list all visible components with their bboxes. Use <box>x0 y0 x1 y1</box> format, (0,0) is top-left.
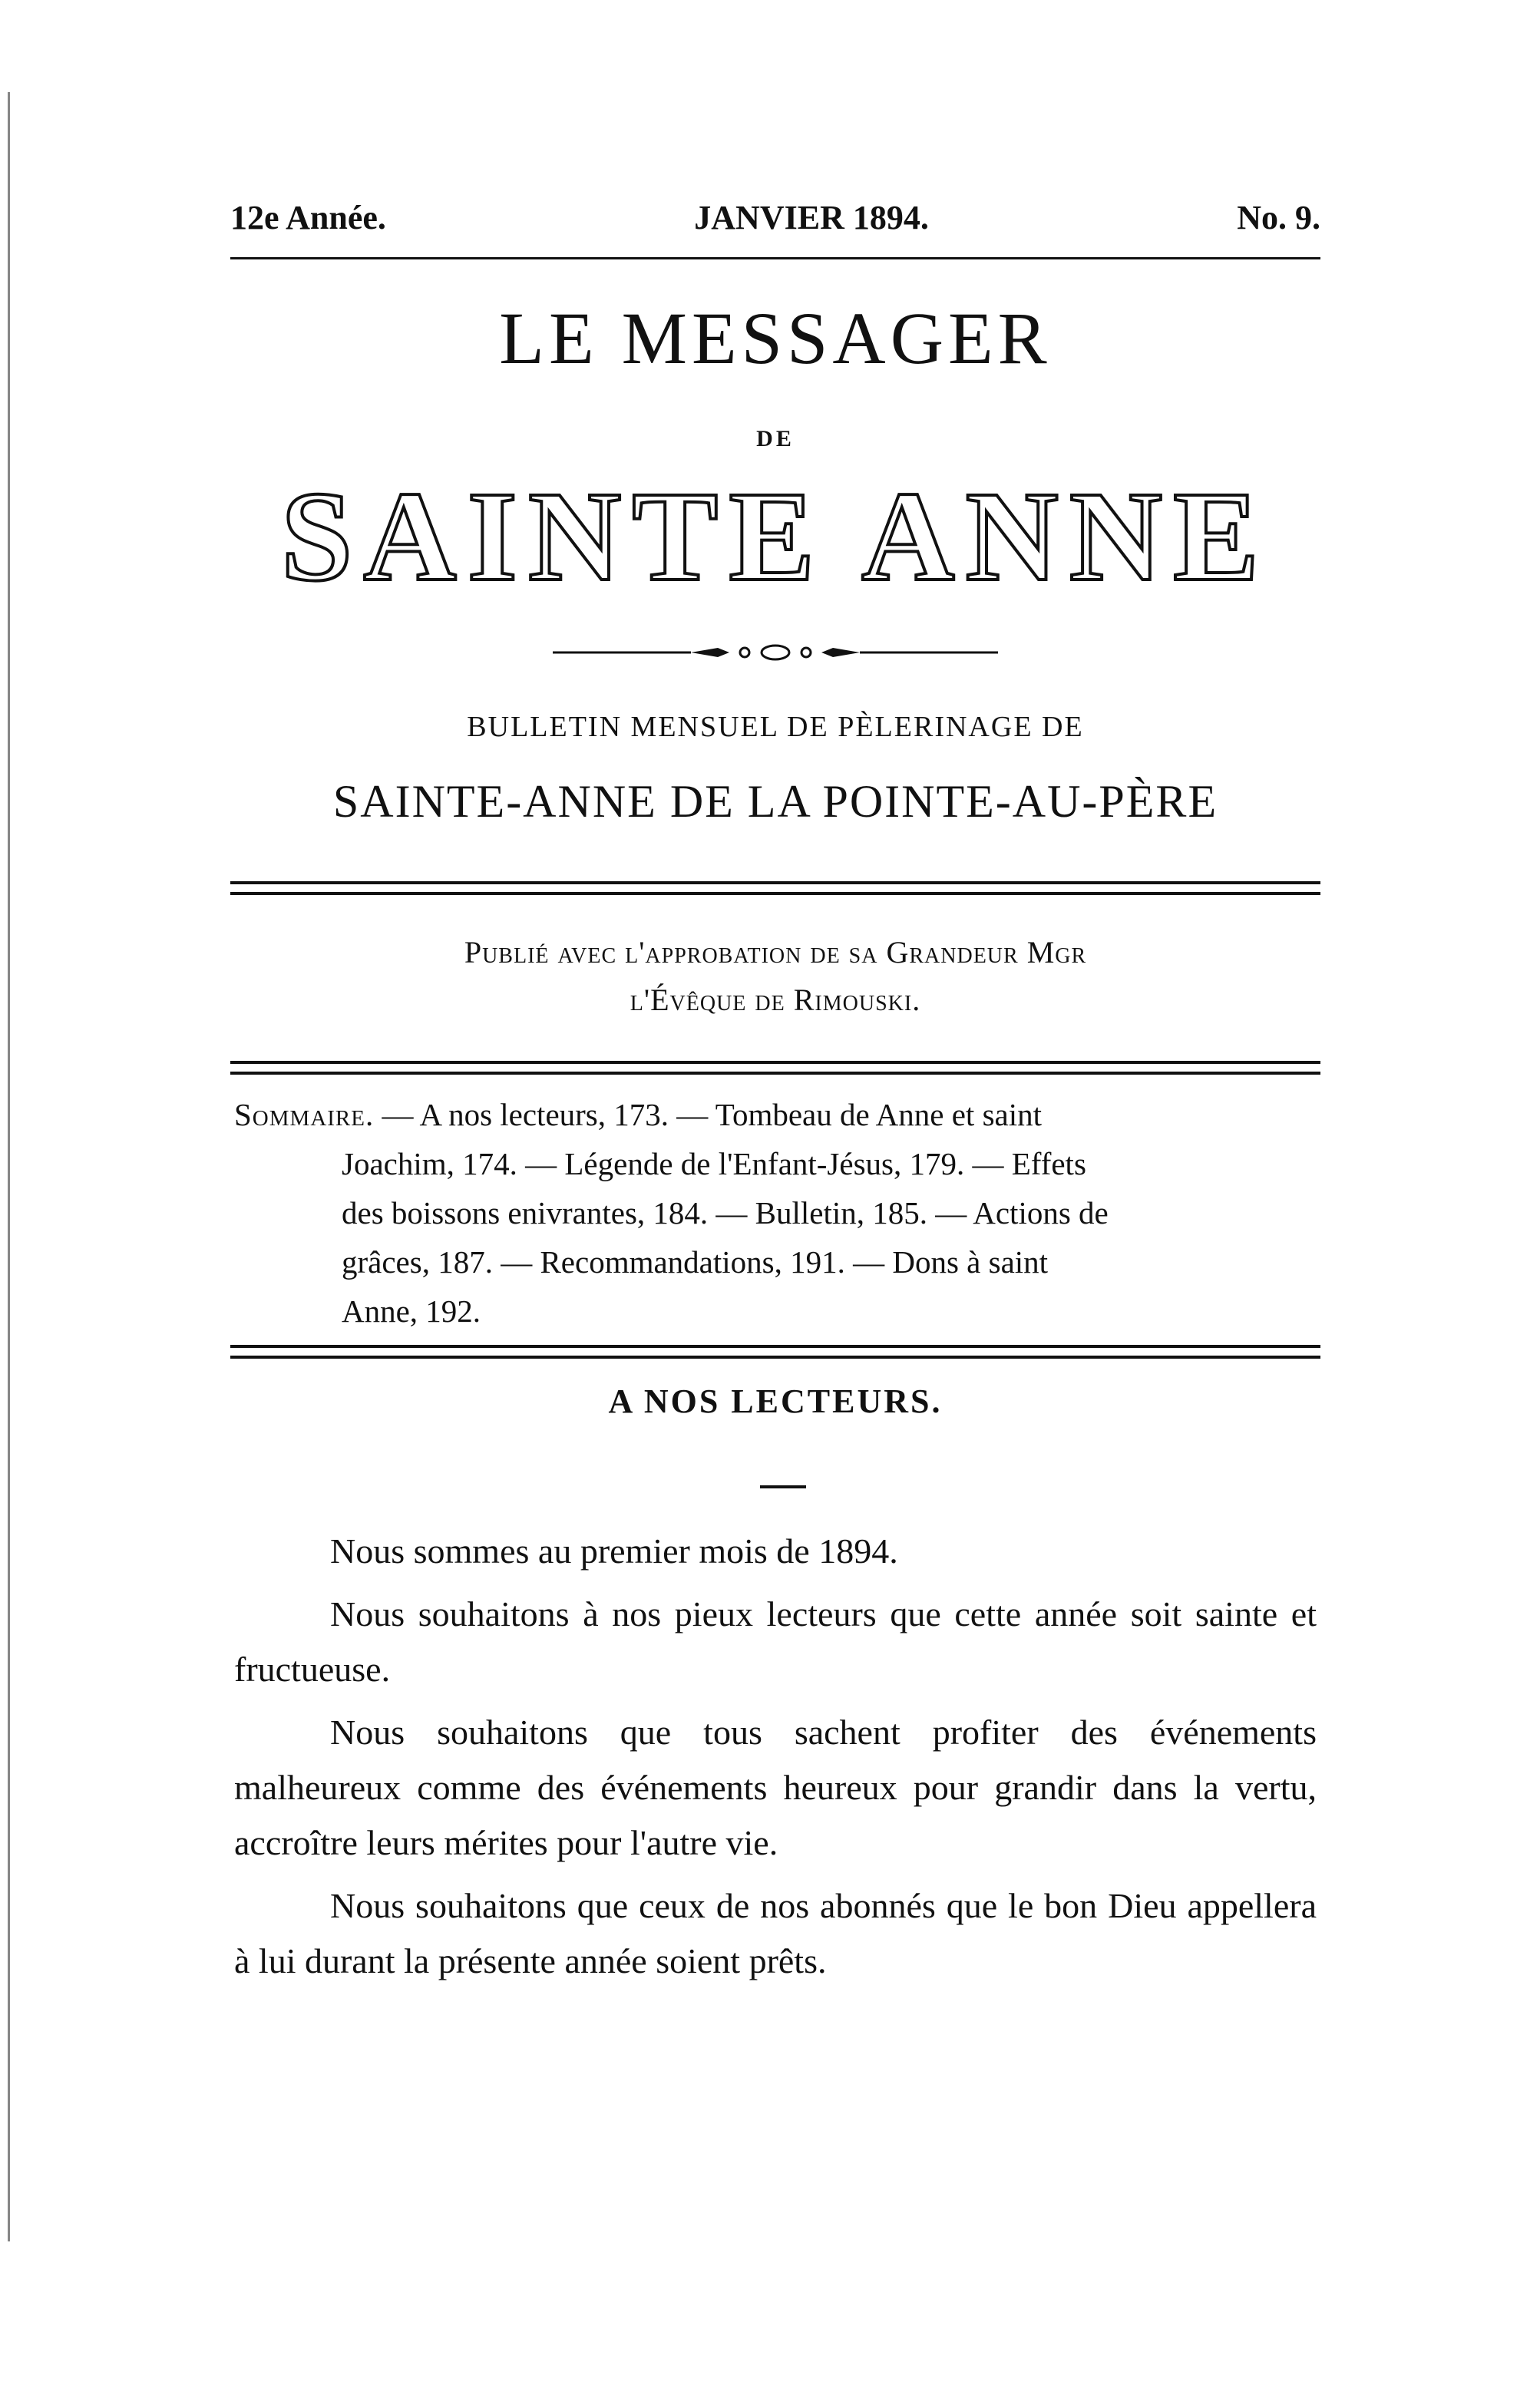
ornament-divider <box>553 641 998 664</box>
date-label: JANVIER 1894. <box>694 199 929 236</box>
issue-header <box>230 198 1320 244</box>
sommaire-line: Joachim, 174. — Légende de l'Enfant-Jésus, 179. — Effets <box>342 1146 1086 1181</box>
article-body <box>234 1524 1317 1997</box>
paragraph: Nous sommes au premier mois de 1894. <box>330 1531 898 1571</box>
masthead-subtitle: BULLETIN MENSUEL DE PÈLERINAGE DE <box>467 711 1084 743</box>
paragraph: Nous souhaitons que ceux de nos abonnés que le bon Dieu appellera à lui durant la présente année soient prêts. <box>234 1886 1317 1980</box>
header-rule <box>230 257 1320 259</box>
sommaire-line: Anne, 192. <box>342 1293 481 1329</box>
title-dash <box>760 1485 806 1488</box>
masthead-title-line2: SAINTE ANNE <box>280 465 1271 608</box>
page-edge <box>8 92 19 2241</box>
masthead-place: SAINTE-ANNE DE LA POINTE-AU-PÈRE <box>332 776 1218 827</box>
double-rule-3 <box>230 1345 1320 1359</box>
approbation-line1: Publié avec l'approbation de sa Grandeur Mgr <box>464 935 1087 969</box>
sommaire-line: — A nos lecteurs, 173. — Tombeau de Anne et saint <box>382 1097 1043 1132</box>
approbation <box>230 929 1320 1024</box>
double-rule-2 <box>230 1061 1320 1075</box>
article-title: A NOS LECTEURS. <box>608 1382 943 1420</box>
table-of-contents <box>234 1090 1317 1336</box>
paragraph: Nous souhaitons à nos pieux lecteurs que cette année soit sainte et fructueuse. <box>234 1594 1317 1689</box>
masthead-de: DE <box>756 426 795 451</box>
year-label: 12e Année. <box>230 199 386 236</box>
approbation-line2: l'Évêque de Rimouski. <box>630 983 921 1017</box>
sommaire-line: des boissons enivrantes, 184. — Bulletin, 185. — Actions de <box>342 1195 1109 1230</box>
paragraph: Nous souhaitons que tous sachent profiter des événements malheureux comme des événements heureux pour grandir dans la vertu, accroître leurs mérites pour l'autre vie. <box>234 1713 1317 1862</box>
issue-label: No. 9. <box>1237 199 1320 236</box>
masthead-title-line1: LE MESSAGER <box>499 297 1052 379</box>
sommaire-head: Sommaire. <box>234 1097 375 1132</box>
sommaire-line: grâces, 187. — Recommandations, 191. — Dons à saint <box>342 1244 1049 1280</box>
double-rule-1 <box>230 881 1320 895</box>
